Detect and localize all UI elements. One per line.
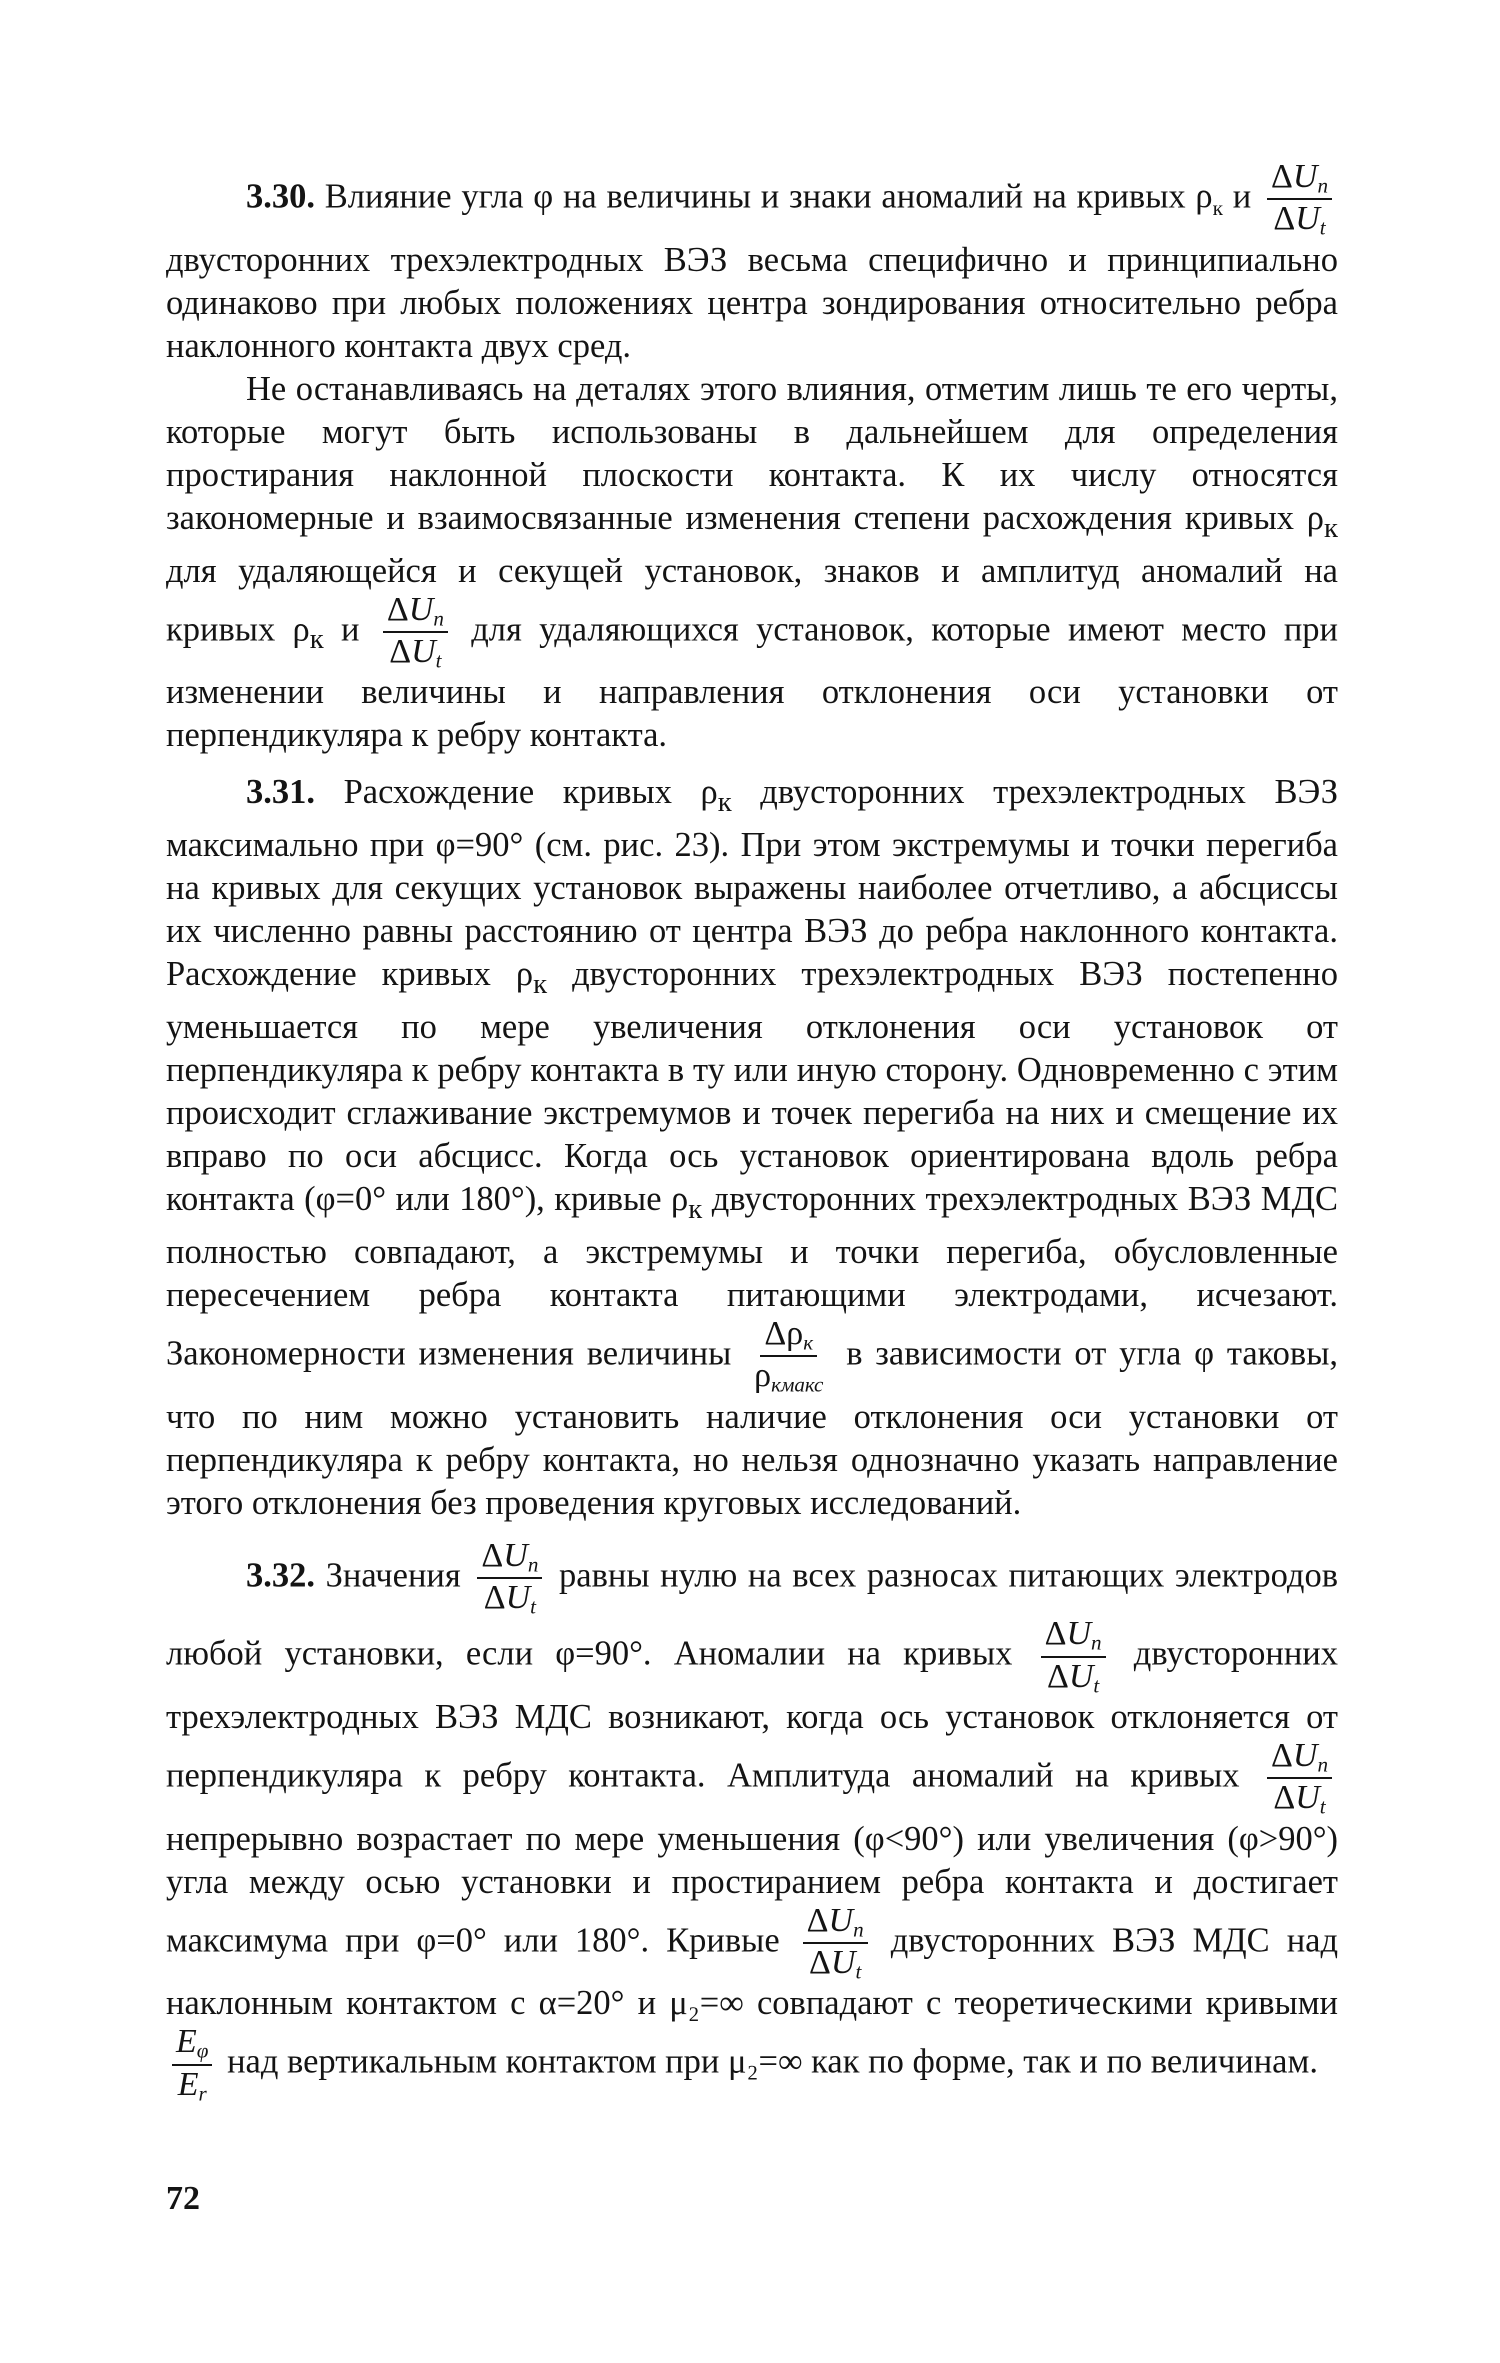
text-run: для удаляющихся установок, которые имеют место при изменении величины и направления отклонения оси установки от перпендикуляра к ребру контакта. — [166, 609, 1339, 755]
delta-symbol: Δ — [483, 1578, 506, 1616]
u-symbol: U — [408, 590, 434, 628]
delta-symbol: Δ — [1271, 158, 1293, 195]
r-subscript: r — [198, 2080, 207, 2105]
u-symbol: U — [830, 1944, 856, 1982]
text-run: двусторонних трехэлектродных ВЭЗ МДС возникают, когда ось установок отклоняется от перпендикуляра к ребру контакта. Амплитуда аномалий на кривых — [166, 1634, 1339, 1795]
text-run: Значения — [325, 1555, 461, 1594]
subscript: к — [309, 622, 324, 655]
text-run: Влияние угла φ на величины и знаки аномалий на кривых — [324, 177, 1186, 216]
subscript: к — [1324, 511, 1338, 544]
u-symbol: U — [1292, 158, 1318, 195]
t-subscript: t — [1093, 1672, 1100, 1697]
subscript: к — [717, 786, 732, 819]
text-run: над вертикальным контактом при μ₂=∞ как по форме, так и по величинам. — [227, 2042, 1318, 2081]
e-symbol: E — [177, 2065, 199, 2103]
delta-symbol: Δ — [1273, 1779, 1296, 1817]
maks-subscript: макс — [780, 1372, 824, 1397]
fraction-dun-dut — [477, 1536, 542, 1619]
section-number: 3.30. — [246, 177, 315, 216]
e-symbol: E — [176, 2023, 197, 2061]
fraction-dun-dut — [803, 1901, 868, 1984]
subscript: к — [688, 1192, 703, 1225]
section-number: 3.32. — [246, 1555, 315, 1594]
k-subscript: к — [803, 1330, 814, 1355]
fraction-drho-rhomax — [750, 1314, 827, 1397]
u-symbol: U — [411, 632, 436, 670]
n-subscript: n — [527, 1551, 539, 1576]
k-subscript: к — [771, 1372, 781, 1397]
delta-symbol: Δ — [1046, 1657, 1069, 1695]
text-run: двусторонних трехэлектродных ВЭЗ весьма специфично и принципиально одинаково при любых положениях центра зондирования относительно ребра наклонного контакта двух сред. — [166, 240, 1338, 365]
n-subscript: n — [1317, 1752, 1328, 1777]
fraction-dun-dut — [383, 590, 448, 673]
n-subscript: n — [1317, 173, 1328, 198]
u-symbol: U — [505, 1578, 531, 1616]
n-subscript: n — [1091, 1630, 1102, 1655]
delta-symbol: Δ — [386, 590, 409, 628]
rho-symbol — [1195, 177, 1224, 221]
delta-symbol: Δ — [481, 1536, 504, 1574]
text-run: равны нулю на всех разносах питающих электродов любой установки, если φ=90°. Аномалии на кривых — [166, 1555, 1339, 1673]
fraction-dun-dut — [1267, 1739, 1332, 1818]
section-number: 3.31. — [246, 773, 315, 812]
text-run: Не останавливаясь на деталях этого влияния, отметим лишь те его черты, которые могут быть использованы в дальнейшем для определения простирания наклонной плоскости контакта. К их числу относятся закономерные и взаимосвязанные изменения степени расхождения кривых ρ — [166, 369, 1338, 537]
rho-symbol: ρ — [754, 1357, 772, 1395]
text-run: двусторонних трехэлектродных ВЭЗ максимально при φ=90° (см. рис. 23). При этом экстремумы и точки перегиба на кривых для секущих установок выражены наиболее отчетливо, а абсциссы их численно равны расстоянию от центра ВЭЗ до ребра наклонного контакта. Расхождение кривых ρ — [166, 773, 1338, 994]
text-run: двусторонних трехэлектродных ВЭЗ МДС полностью совпадают, а экстремумы и точки перегиба, обусловленные пересечением ребра контакта питающими электродами, исчезают. Закономерности изменения величины — [166, 1180, 1338, 1373]
fraction-dun-dut — [1267, 160, 1332, 239]
rho-subscript: к — [1212, 196, 1224, 221]
u-symbol: U — [1292, 1737, 1318, 1774]
text-run: и — [1232, 177, 1252, 216]
t-subscript: t — [1319, 215, 1326, 240]
delta-symbol: Δ — [809, 1944, 831, 1982]
u-symbol: U — [828, 1901, 854, 1939]
page-number: 72 — [166, 2180, 200, 2217]
u-symbol: U — [1295, 200, 1320, 238]
n-subscript: n — [433, 605, 444, 630]
page-body — [166, 160, 1338, 2104]
t-subscript: t — [855, 1959, 862, 1984]
delta-symbol: Δ — [1044, 1615, 1067, 1653]
paragraph-3-30 — [166, 160, 1338, 368]
text-run: непрерывно возрастает по мере уменьшения (φ<90°) или увеличения (φ>90°) угла между осью установки и простиранием ребра контакта и достигает максимума при φ=0° или 180°. Кривые — [166, 1819, 1338, 1959]
paragraph-3-31 — [166, 771, 1338, 1524]
u-symbol: U — [1066, 1615, 1092, 1653]
u-symbol: U — [1295, 1779, 1320, 1817]
u-symbol: U — [1068, 1657, 1094, 1695]
fraction-dun-dut — [1041, 1617, 1106, 1696]
delta-rho-symbol: Δρ — [764, 1314, 804, 1352]
paragraph-continuation — [166, 368, 1338, 758]
text-run: Расхождение кривых ρ — [343, 773, 718, 812]
text-run: и — [323, 609, 360, 648]
n-subscript: n — [853, 1916, 864, 1941]
text-run: двусторонних ВЭЗ МДС над наклонным контактом с α=20° и μ₂=∞ совпадают с теоретическими кривыми — [166, 1920, 1339, 2023]
text-run: двусторонних трехэлектродных ВЭЗ постепенно уменьшается по мере увеличения отклонения оси установок от перпендикуляра к ребру контакта в ту или иную сторону. Одновременно с этим происходит сглаживание экстремумов и точек перегиба на них и смещение их вправо по оси абсцисс. Когда ось установок ориентирована вдоль ребра контакта (φ=0° или 180°), кривые ρ — [166, 955, 1338, 1219]
delta-symbol: Δ — [389, 632, 412, 670]
fraction-ephi-er — [172, 2025, 212, 2104]
t-subscript: t — [530, 1594, 537, 1619]
delta-symbol: Δ — [1271, 1737, 1293, 1774]
u-symbol: U — [503, 1536, 528, 1574]
delta-symbol: Δ — [1273, 200, 1296, 238]
t-subscript: t — [1319, 1794, 1326, 1819]
subscript: к — [533, 968, 548, 1001]
text-run: для удаляющейся и секущей установок, знаков и амплитуд аномалий на кривых ρ — [166, 551, 1338, 648]
rho-char: ρ — [1195, 177, 1213, 216]
phi-subscript: φ — [196, 2038, 209, 2063]
text-run: в зависимости от угла φ таковы, что по ним можно установить наличие отклонения оси установки от перпендикуляра к ребру контакта, но нельзя однозначно указать направление этого отклонения без проведения круговых исследований. — [166, 1334, 1339, 1522]
t-subscript: t — [435, 648, 442, 673]
delta-symbol: Δ — [806, 1901, 829, 1939]
paragraph-3-32 — [166, 1536, 1339, 2105]
